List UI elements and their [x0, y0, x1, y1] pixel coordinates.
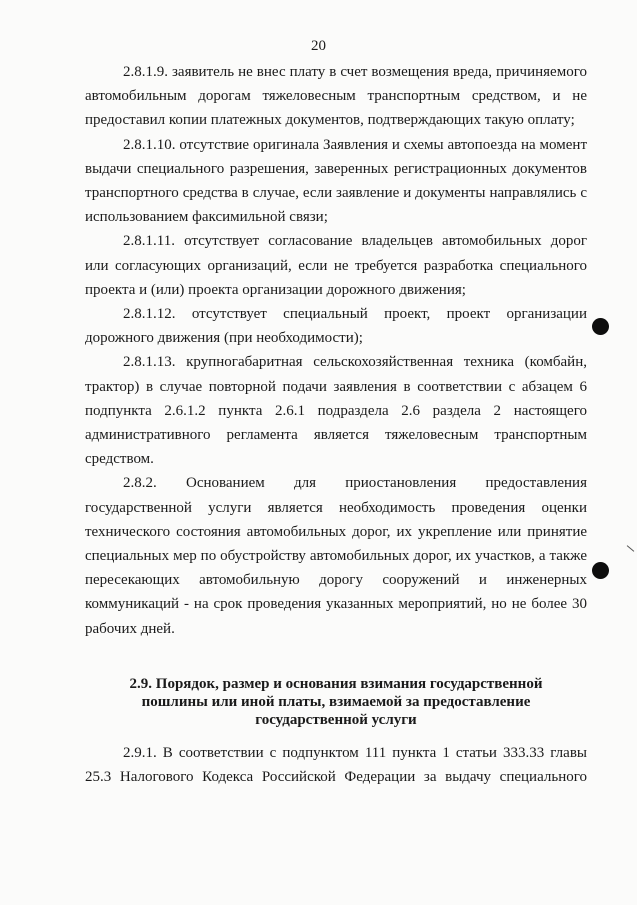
- punch-hole-upper: [592, 318, 609, 335]
- paragraph-2-8-1-10: 2.8.1.10. отсутствие оригинала Заявления и схемы автопоезда на момент выдачи специального разрешения, заверенных регистрационных документов транспортного средства в случае, если заявление и документы направлялись с использованием факсимильной связи;: [85, 136, 587, 226]
- paragraph-2-8-1-9: 2.8.1.9. заявитель не внес плату в счет возмещения вреда, причиняемого автомобильным дорогам тяжеловесным транспортным средством, и не предоставил копии платежных документов, подтверждающих такую оплату;: [85, 64, 587, 129]
- paragraph-2-8-1-13: 2.8.1.13. крупногабаритная сельскохозяйственная техника (комбайн, трактор) в случае повторной подачи заявления в соответствии с абзацем 6 подпункта 2.6.1.2 пункта 2.6.1 подраздела 2.6 раздела 2 настоящего административного регламента является тяжеловесным транспортным средством.: [85, 354, 587, 468]
- section-heading-2-9: 2.9. Порядок, размер и основания взимания государственной пошлины или иной платы, взимаемой за предоставление государственной услуги: [129, 675, 543, 728]
- paragraph-2-8-2: 2.8.2. Основанием для приостановления предоставления государственной услуги является необходимость проведения оценки технического состояния автомобильных дорог, их укрепление или принятие специальных мер по обустройству автомобильных дорог, их участков, а также пересекающих автомобильную дорогу сооружений и инженерных коммуникаций - на срок проведения указанных мероприятий, но не более 30 рабочих дней.: [85, 475, 587, 637]
- document-body: [85, 60, 587, 789]
- scan-edge-mark: [627, 545, 635, 552]
- punch-hole-lower: [592, 562, 609, 579]
- paragraph-2-8-1-12: 2.8.1.12. отсутствует специальный проект, проект организации дорожного движения (при необходимости);: [85, 306, 587, 347]
- paragraph-2-9-1: 2.9.1. В соответствии с подпунктом 111 пункта 1 статьи 333.33 главы 25.3 Налогового Кодекса Российской Федерации за выдачу специального: [85, 744, 587, 786]
- paragraph-2-8-1-11: 2.8.1.11. отсутствует согласование владельцев автомобильных дорог или согласующих организаций, если не требуется разработка специального проекта и (или) проекта организации дорожного движения;: [85, 233, 587, 298]
- page-number: 20: [311, 38, 326, 54]
